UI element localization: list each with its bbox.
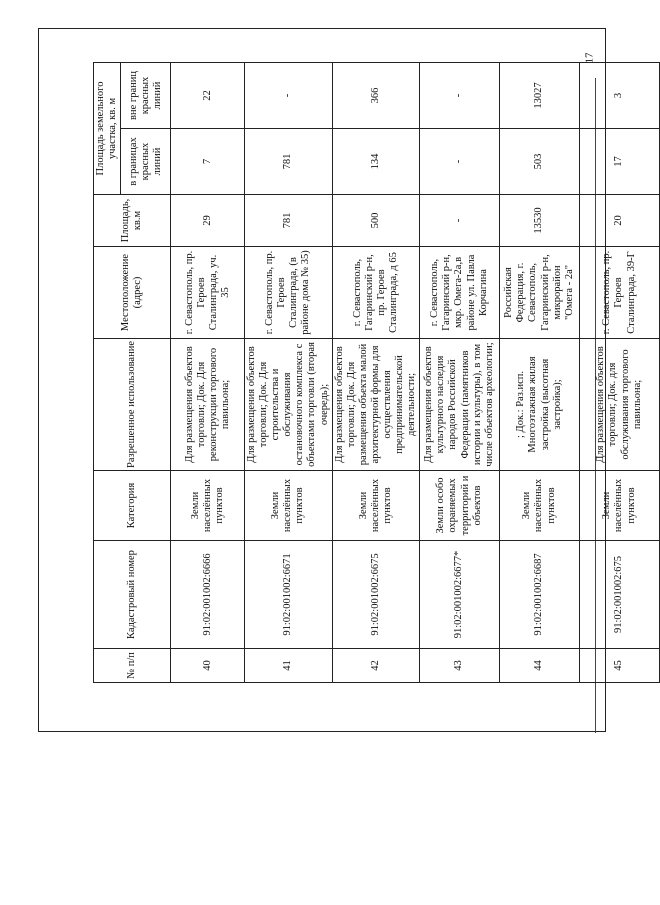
cell-usage: ; Док.: Раз.исп. Многоэтажная жилая застройка (высотная застройка); [500,339,580,471]
cell-area: 781 [245,195,332,247]
cell-num: 45 [580,649,660,683]
table-row [245,62,332,682]
cell-outside: 22 [171,62,245,128]
cell-num: 43 [420,649,500,683]
cell-cadastral: 91:02:001002:6687 [500,541,580,649]
cell-location: Российская Федерация, г. Севастополь, Гагаринский р-н, микрорайон "Омега - 2а" [500,247,580,339]
cell-cadastral: 91:02:001002:6677* [420,541,500,649]
cell-category: Земли особо охраняемых территорий и объектов [420,471,500,541]
cell-area: 500 [332,195,419,247]
table-row [580,62,660,682]
cell-within: 503 [500,129,580,195]
cell-area: 29 [171,195,245,247]
table-row [500,62,580,682]
header-num: № п/п [94,649,171,683]
cell-category: Земли населённых пунктов [171,471,245,541]
cell-usage: Для размещения объектов торговли; Док. Для размещения объекта малой архитектурной формы для осуществления предпринимательской деятельности; [332,339,419,471]
cell-cadastral: 91:02:001002:6671 [245,541,332,649]
cell-within: 17 [580,129,660,195]
cell-within: 7 [171,129,245,195]
cell-category: Земли населённых пунктов [245,471,332,541]
header-land-area: Площадь земельного участка, кв. м [94,62,121,194]
cell-usage: Для размещения объектов торговли; Док. Для реконструкции торгового павильона; [171,339,245,471]
cell-outside: - [245,62,332,128]
cell-cadastral: 91:02:001002:675 [580,541,660,649]
cell-usage: Для размещения объектов культурного наследия народов Российской Федерации (памятников истории и культуры), в том числе объектов археологии; [420,339,500,471]
cell-outside: 3 [580,62,660,128]
cell-within: - [420,129,500,195]
cell-within: 781 [245,129,332,195]
cell-cadastral: 91:02:001002:6675 [332,541,419,649]
cell-num: 40 [171,649,245,683]
rotated-table-wrapper [93,63,643,683]
cell-category: Земли населённых пунктов [580,471,660,541]
cell-usage: Для размещения объектов торговли; Док. для обслуживания торгового павильона; [580,339,660,471]
cell-area: 20 [580,195,660,247]
header-outside: вне границ красных линий [121,62,171,128]
header-usage: Разрешенное использование [94,339,171,471]
land-plots-table [93,62,660,683]
cell-location: г. Севастополь, Гагаринский р-н, мкр. Омега-2а,в районе ул. Павла Корчагина [420,247,500,339]
cell-location: г. Севастополь, пр. Героев Сталинграда, (в районе дома № 35) [245,247,332,339]
header-category: Категория [94,471,171,541]
cell-outside: 366 [332,62,419,128]
cell-outside: 13027 [500,62,580,128]
table-row [332,62,419,682]
cell-outside: - [420,62,500,128]
cell-num: 42 [332,649,419,683]
cell-area: - [420,195,500,247]
cell-num: 41 [245,649,332,683]
cell-num: 44 [500,649,580,683]
header-cadastral: Кадастровый номер [94,541,171,649]
cell-area: 13530 [500,195,580,247]
cell-usage: Для размещения объектов торговли; Док. Для строительства и обслуживания остановочного комплекса с объектами торговли (вторая очередь); [245,339,332,471]
table-row [420,62,500,682]
cell-location: г. Севастополь, пр. Героев Сталинграда, уч. 35 [171,247,245,339]
cell-category: Земли населённых пунктов [332,471,419,541]
cell-within: 134 [332,129,419,195]
cell-cadastral: 91:02:001002:6666 [171,541,245,649]
header-within: в границах красных линий [121,129,171,195]
header-location: Местоположение (адрес) [94,247,171,339]
cell-location: г. Севастополь, Гагаринский р-н, пр. Героев Сталинграда, д 65 [332,247,419,339]
cell-category: Земли населённых пунктов [500,471,580,541]
page-number: 17 [583,52,596,64]
table-row [171,62,245,682]
cell-location: г. Севастополь, пр. Героев Сталинграда, 39-Г [580,247,660,339]
header-area: Площадь, кв.м [94,195,171,247]
